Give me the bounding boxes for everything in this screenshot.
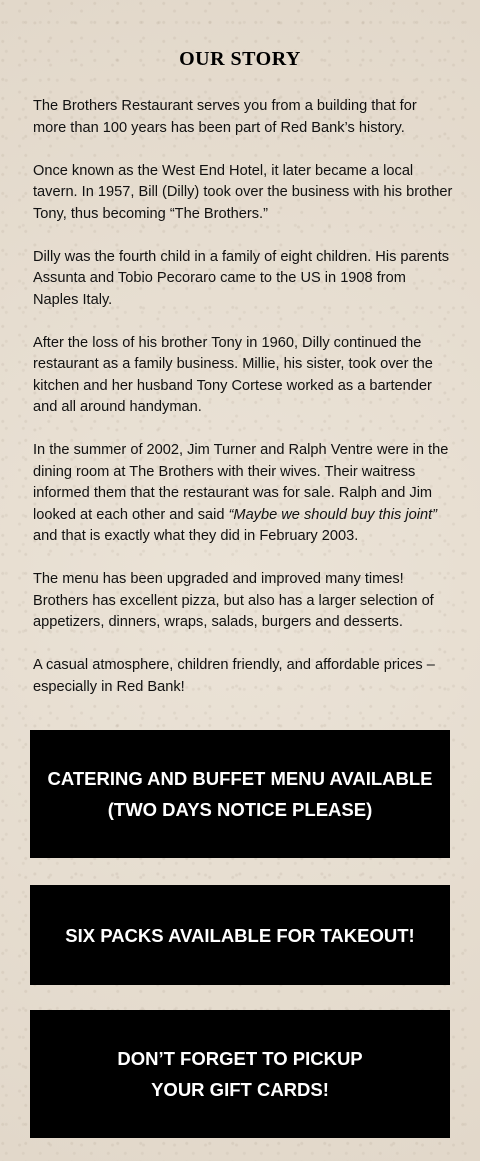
story-paragraph	[33, 440, 453, 548]
catering-banner[interactable]	[30, 730, 450, 858]
story-section	[33, 96, 453, 698]
story-quote: “Maybe we should buy this joint”	[228, 506, 438, 523]
story-paragraph: A casual atmosphere, children friendly, and affordable prices – especially in Red Bank!	[33, 657, 435, 695]
story-paragraph: The menu has been upgraded and improved many times! Brothers has excellent pizza, but also has a larger selection of appetizers, dinners, wraps, salads, burgers and desserts.	[33, 571, 434, 630]
story-text: In the summer of 2002, Jim Turner and Ralph Ventre were in the dining room at The Brothers with their wives. Their waitress informed them that the restaurant was for sale. Ralph and Jim looked at each other and said	[33, 442, 449, 523]
story-paragraph: Dilly was the fourth child in a family of eight children. His parents Assunta and Tobio Pecoraro came to the US in 1908 from Naples Italy.	[33, 248, 450, 308]
page-title: OUR STORY	[179, 48, 301, 70]
six-packs-banner[interactable]	[30, 885, 450, 985]
story-text: and that is exactly what they did in February 2003.	[33, 528, 359, 544]
catering-banner-text: CATERING AND BUFFET MENU AVAILABLE (TWO DAYS NOTICE PLEASE)	[47, 768, 433, 820]
story-paragraph: The Brothers Restaurant serves you from a building that for more than 100 years has been part of Red Bank’s history.	[33, 98, 417, 136]
story-paragraph: Once known as the West End Hotel, it later became a local tavern. In 1957, Bill (Dilly) took over the business with his brother Tony, thus becoming “The Brothers.”	[33, 162, 453, 222]
six-packs-banner-text: SIX PACKS AVAILABLE FOR TAKEOUT!	[65, 924, 415, 946]
gift-cards-banner-text: DON’T FORGET TO PICKUP YOUR GIFT CARDS!	[117, 1048, 363, 1100]
story-paragraph: After the loss of his brother Tony in 1960, Dilly continued the restaurant as a family business. Millie, his sister, took over the kitchen and her husband Tony Cortese worked as a bartender and all around handyman.	[33, 334, 433, 415]
gift-cards-banner[interactable]	[30, 1010, 450, 1138]
